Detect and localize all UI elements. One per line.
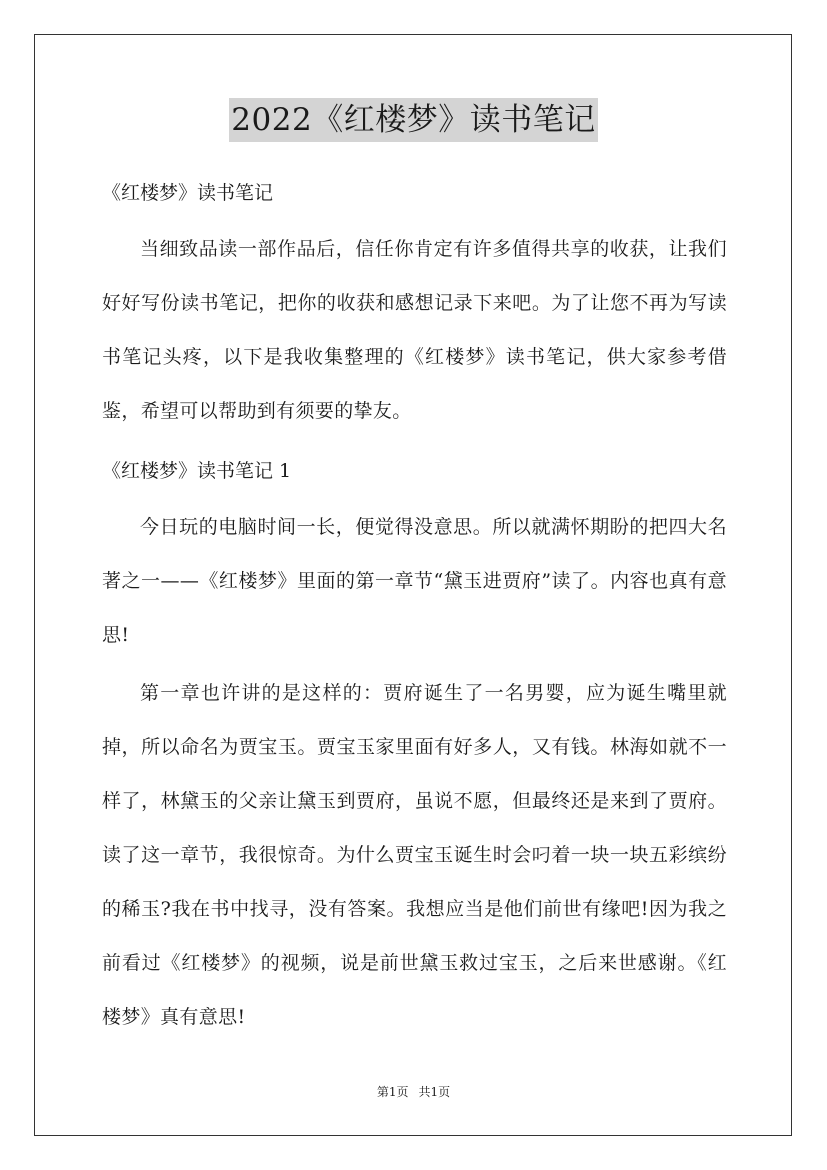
document-body	[102, 164, 727, 1048]
title-area	[0, 98, 827, 142]
body-paragraph: 第一章也许讲的是这样的：贾府诞生了一名男婴，应为诞生嘴里就掉，所以命名为贾宝玉。贾宝玉家里面有好多人，又有钱。林海如就不一样了，林黛玉的父亲让黛玉到贾府，虽说不愿，但最终还是来到了贾府。读了这一章节，我很惊奇。为什么贾宝玉诞生时会叼着一块一块五彩缤纷的稀玉?我在书中找寻，没有答案。我想应当是他们前世有缘吧!因为我之前看过《红楼梦》的视频，说是前世黛玉救过宝玉，之后来世感谢。《红楼梦》真有意思!	[102, 682, 727, 1028]
page-total: 共1页	[418, 1085, 451, 1099]
body-paragraph: 今日玩的电脑时间一长，便觉得没意思。所以就满怀期盼的把四大名著之一——《红楼梦》里面的第一章节“黛玉进贾府”读了。内容也真有意思!	[102, 516, 727, 646]
page-number: 第1页	[376, 1085, 409, 1099]
subtitle: 《红楼梦》读书笔记	[102, 182, 274, 204]
document-title: 2022《红楼梦》读书笔记	[229, 98, 597, 142]
section-heading: 《红楼梦》读书笔记 1	[102, 460, 292, 482]
page-footer	[0, 1083, 827, 1100]
intro-paragraph: 当细致品读一部作品后，信任你肯定有许多值得共享的收获，让我们好好写份读书笔记，把你的收获和感想记录下来吧。为了让您不再为写读书笔记头疼，以下是我收集整理的《红楼梦》读书笔记，供大家参考借鉴，希望可以帮助到有须要的挚友。	[102, 238, 727, 422]
